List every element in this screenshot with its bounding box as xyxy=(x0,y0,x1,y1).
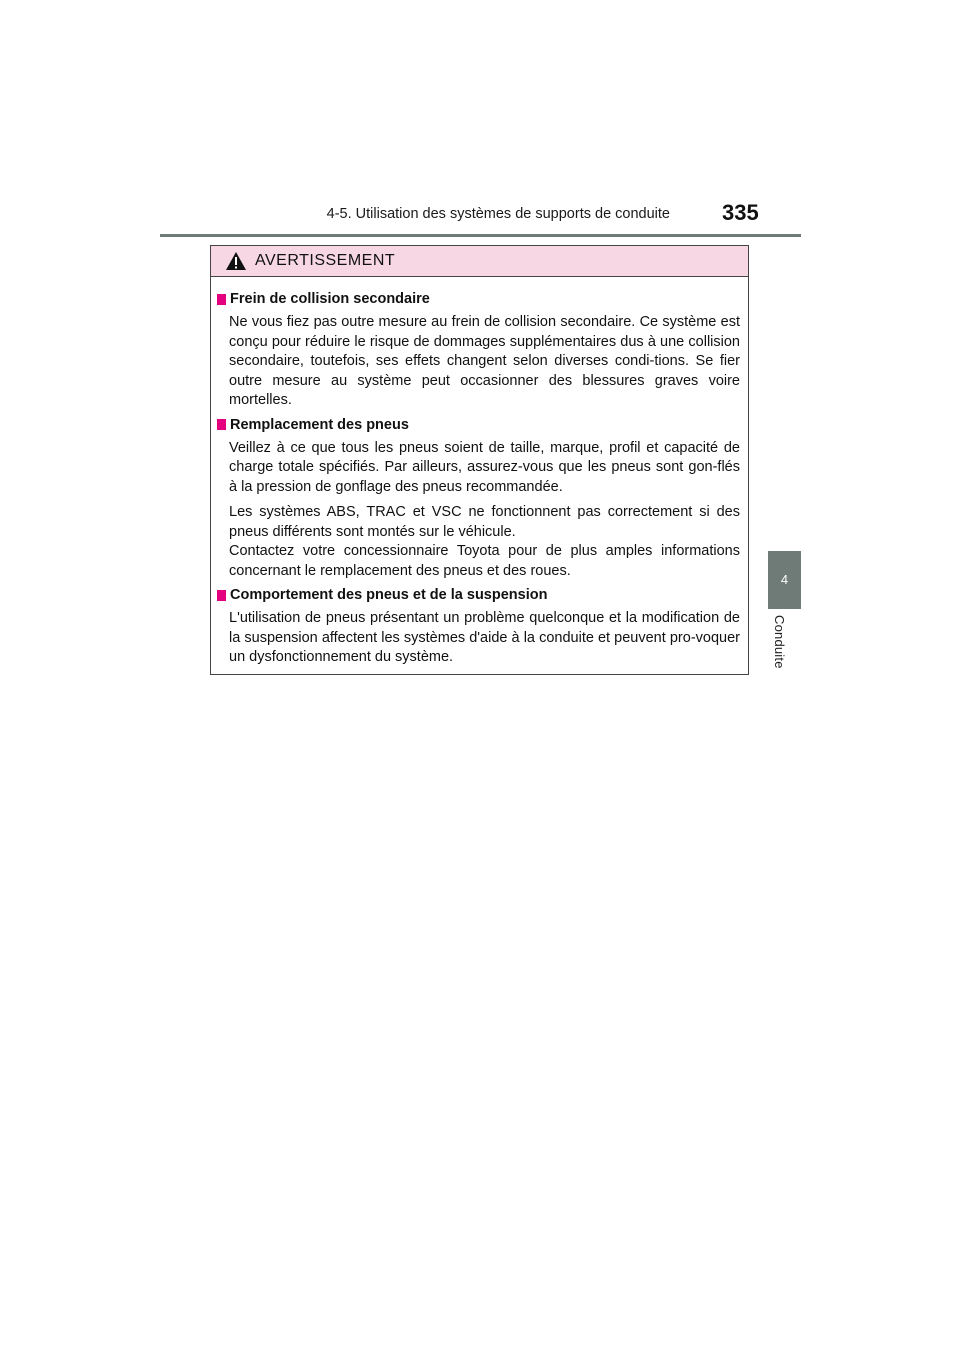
chapter-tab: 4 xyxy=(768,551,801,609)
bullet-square-icon xyxy=(217,419,226,430)
running-header-section: 4-5. Utilisation des systèmes de supports de conduite xyxy=(326,206,670,222)
page-number: 335 xyxy=(722,200,759,225)
section-paragraph: Ne vous fiez pas outre mesure au frein de collision secondaire. Ce système est conçu pour réduire le risque de dommages supplémentaires dus à une collision secondaire, toutefois, ses effets changent selon diverses condi-tions. Se fier outre mesure au système peut occasionner des blessures graves voire mortelles. xyxy=(229,314,740,408)
warning-body xyxy=(211,277,748,668)
bullet-square-icon xyxy=(217,590,226,601)
warning-box xyxy=(210,245,749,675)
section-paragraph: Les systèmes ABS, TRAC et VSC ne fonctionnent pas correctement si des pneus différents sont montés sur le véhicule. xyxy=(229,504,740,540)
warning-title: AVERTISSEMENT xyxy=(255,252,396,269)
section-paragraph: Contactez votre concessionnaire Toyota pour de plus amples informations concernant le remplacement des pneus et des roues. xyxy=(229,543,740,579)
section-heading: Frein de collision secondaire xyxy=(230,291,430,307)
section-heading: Remplacement des pneus xyxy=(230,416,409,433)
header-divider xyxy=(160,234,801,237)
chapter-label: Conduite xyxy=(772,615,787,669)
section-paragraph: L'utilisation de pneus présentant un problème quelconque et la modification de la suspension affectent les systèmes d'aide à la conduite et peuvent pro-voquer un dysfonctionnement du système. xyxy=(229,610,740,665)
bullet-square-icon xyxy=(217,294,226,305)
warning-section xyxy=(217,417,740,582)
section-paragraph: Veillez à ce que tous les pneus soient de taille, marque, profil et capacité de charge totale spécifiés. Par ailleurs, assurez-vous que les pneus sont gon-flés à la pression de gonflage des pneus recommandée. xyxy=(229,439,740,495)
section-heading: Comportement des pneus et de la suspension xyxy=(230,587,548,603)
warning-section xyxy=(217,587,740,668)
warning-header xyxy=(211,246,748,277)
warning-section xyxy=(217,291,740,411)
warning-triangle-icon xyxy=(225,251,247,271)
